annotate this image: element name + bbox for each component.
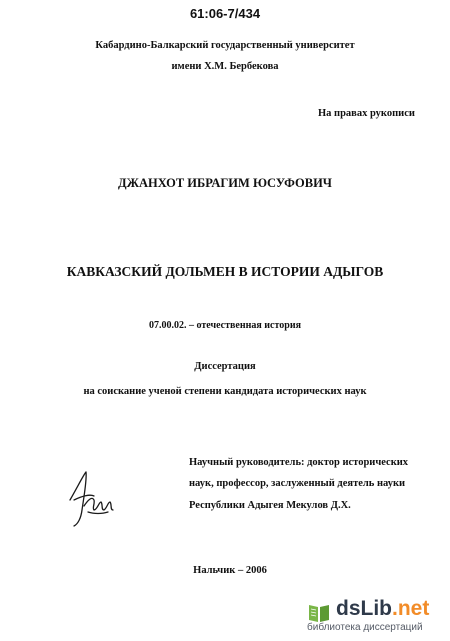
watermark-brand-main: dsLib	[336, 597, 392, 620]
supervisor-line-1: Научный руководитель: доктор исторических	[189, 457, 409, 468]
dissertation-label: Диссертация	[194, 361, 256, 372]
document-code: 61:06-7/434	[189, 6, 261, 21]
supervisor-line-3: Республики Адыгея Мекулов Д.Х.	[189, 500, 351, 511]
specialty-code: 07.00.02. – отечественная история	[148, 320, 301, 331]
manuscript-rights-note: На правах рукописи	[318, 108, 415, 119]
degree-line: на соискание ученой степени кандидата исторических наук	[83, 386, 367, 397]
university-line: Кабардино-Балкарский государственный университет	[95, 40, 355, 51]
university-name-line: имени Х.М. Бербекова	[171, 61, 279, 72]
watermark-brand-accent: .net	[392, 597, 430, 620]
dissertation-title: КАВКАЗСКИЙ ДОЛЬМЕН В ИСТОРИИ АДЫГОВ	[66, 264, 384, 279]
supervisor-line-2: наук, профессор, заслуженный деятель науки	[189, 478, 406, 489]
watermark-brand	[336, 597, 429, 621]
watermark-tagline: библиотека диссертаций	[307, 622, 423, 633]
author-name: ДЖАНХОТ ИБРАГИМ ЮСУФОВИЧ	[118, 176, 332, 190]
city-year: Нальчик – 2006	[193, 565, 267, 576]
dslib-watermark[interactable]	[306, 597, 444, 637]
handwritten-signature	[64, 466, 116, 528]
